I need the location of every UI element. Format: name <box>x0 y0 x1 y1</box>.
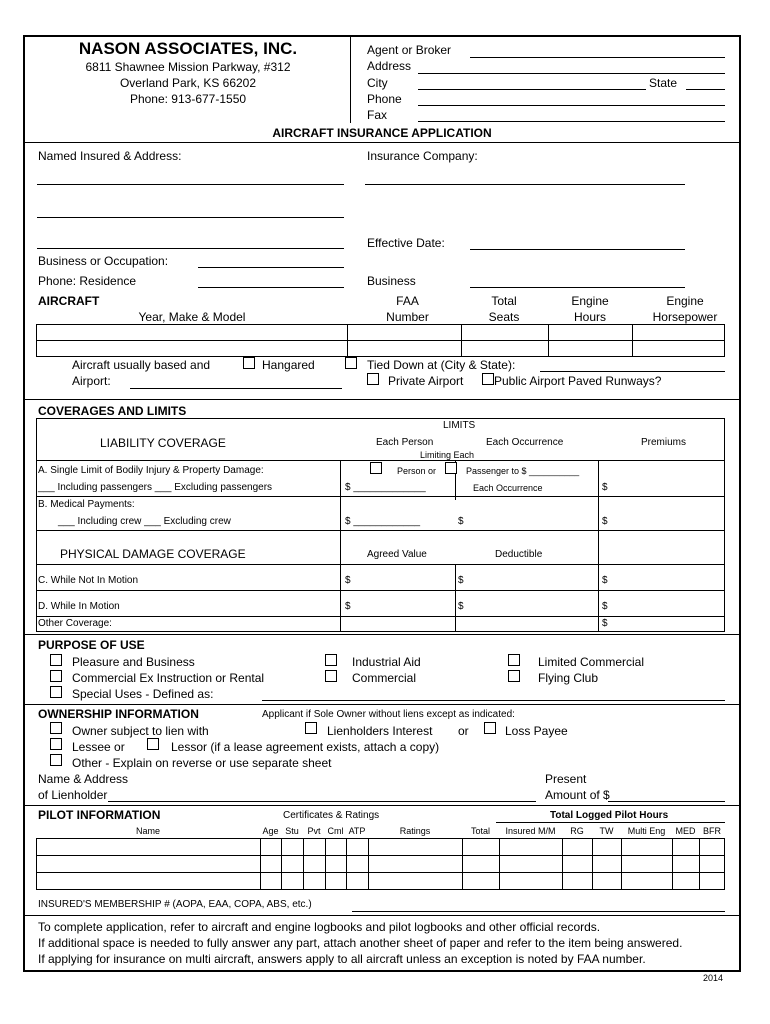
passenger-to-label: Passenger to $ __________ <box>466 466 580 476</box>
private-airport-label: Private Airport <box>388 374 464 388</box>
coverages-title: COVERAGES AND LIMITS <box>38 404 187 418</box>
owner-lien-checkbox[interactable] <box>50 722 62 734</box>
agent-phone-field[interactable] <box>418 105 725 106</box>
public-airport-checkbox[interactable] <box>482 373 494 385</box>
in-motion-premium[interactable]: $ <box>602 601 608 612</box>
aircraft-col-line <box>548 324 549 357</box>
named-insured-field-3[interactable] <box>37 248 344 249</box>
coverage-col-line <box>598 460 599 632</box>
commercial-label: Commercial <box>352 671 417 685</box>
coverage-row-line <box>36 590 725 591</box>
pilot-col-line <box>462 838 463 890</box>
pilot-col-line <box>303 838 304 890</box>
liability-coverage-header: LIABILITY COVERAGE <box>100 436 226 450</box>
agent-fax-field[interactable] <box>418 121 725 122</box>
pilot-col-line <box>260 838 261 890</box>
applicant-note: Applicant if Sole Owner without liens except as indicated: <box>262 709 515 720</box>
section-rule <box>23 805 741 806</box>
lessor-label: Lessor (if a lease agreement exists, attach a copy) <box>171 740 440 754</box>
tied-down-field[interactable] <box>540 371 725 372</box>
based-label-line2: Airport: <box>72 374 111 388</box>
section-rule <box>23 634 741 635</box>
named-insured-field-1[interactable] <box>37 184 344 185</box>
coverage-col-line <box>455 564 456 632</box>
col-hours-line2: Hours <box>573 310 606 324</box>
agent-broker-label: Agent or Broker <box>367 43 452 57</box>
lessor-checkbox[interactable] <box>147 738 159 750</box>
deductible-header: Deductible <box>495 549 543 560</box>
aircraft-col-line <box>461 324 462 357</box>
lienholder-field[interactable] <box>108 801 536 802</box>
total-logged-header: Total Logged Pilot Hours <box>550 810 669 821</box>
pilot-col-cml: Cml <box>327 826 344 836</box>
company-name: NASON ASSOCIATES, INC. <box>78 39 298 58</box>
pilot-col-total: Total <box>470 826 490 836</box>
footer-line-2: If additional space is needed to fully answer any part, attach another sheet of paper and refer to the item being answered. <box>38 936 683 950</box>
agent-city-field[interactable] <box>418 89 646 90</box>
col-year-make-model: Year, Make & Model <box>138 310 246 324</box>
single-limit-label: A. Single Limit of Bodily Injury & Property Damage: <box>38 465 264 476</box>
business-phone-field[interactable] <box>470 287 685 288</box>
pilot-col-med: MED <box>675 826 696 836</box>
pilot-col-rg: RG <box>570 826 584 836</box>
tied-down-checkbox[interactable] <box>345 357 357 369</box>
pilot-col-pvt: Pvt <box>307 826 321 836</box>
medical-amount-person[interactable]: $ ____________ <box>345 516 421 527</box>
pilot-col-age: Age <box>262 826 279 836</box>
insurance-company-field[interactable] <box>365 184 685 185</box>
agent-state-field[interactable] <box>686 89 725 90</box>
other-ownership-checkbox[interactable] <box>50 754 62 766</box>
commercial-ex-label: Commercial Ex Instruction or Rental <box>72 671 265 685</box>
coverage-row-line <box>36 530 725 531</box>
business-occupation-field[interactable] <box>198 267 344 268</box>
named-insured-field-2[interactable] <box>37 217 344 218</box>
col-seats-line1: Total <box>491 294 517 308</box>
aircraft-row-2[interactable] <box>38 342 345 355</box>
col-hp-line1: Engine <box>666 294 704 308</box>
pleasure-label: Pleasure and Business <box>72 655 195 669</box>
company-address-line1: 6811 Shawnee Mission Parkway, #312 <box>85 60 291 74</box>
lessee-checkbox[interactable] <box>50 738 62 750</box>
footer-line-3: If applying for insurance on multi aircraft, answers apply to all aircraft unless an exception is noted by FAA number. <box>38 952 646 966</box>
special-uses-label: Special Uses - Defined as: <box>72 687 214 701</box>
business-phone-label: Business <box>367 274 416 288</box>
not-in-motion-deductible[interactable]: $ <box>458 575 464 586</box>
section-rule <box>23 704 741 705</box>
pilot-col-line <box>592 838 593 890</box>
pilot-col-line <box>368 838 369 890</box>
pleasure-checkbox[interactable] <box>50 654 62 666</box>
lienholders-checkbox[interactable] <box>305 722 317 734</box>
col-faa-line2: Number <box>386 310 429 324</box>
pilot-col-line <box>281 838 282 890</box>
not-in-motion-label: C. While Not In Motion <box>38 575 139 586</box>
named-insured-label: Named Insured & Address: <box>38 149 182 163</box>
header-divider <box>350 35 351 123</box>
pilot-col-multi-eng: Multi Eng <box>627 826 666 836</box>
flying-club-checkbox[interactable] <box>508 670 520 682</box>
aircraft-row-1[interactable] <box>38 326 345 339</box>
each-person-header: Each Person <box>376 437 434 448</box>
aircraft-col-line <box>347 324 348 357</box>
in-motion-value[interactable]: $ <box>345 601 351 612</box>
pilot-col-line <box>499 838 500 890</box>
pilot-row-1[interactable] <box>38 840 258 854</box>
pilot-col-atp: ATP <box>348 826 366 836</box>
limited-commercial-checkbox[interactable] <box>508 654 520 666</box>
per-passenger-checkbox[interactable] <box>445 462 457 474</box>
name-address-label: Name & Address <box>38 772 129 786</box>
flying-club-label: Flying Club <box>538 671 599 685</box>
effective-date-label: Effective Date: <box>367 236 445 250</box>
loss-payee-label: Loss Payee <box>505 724 568 738</box>
lessee-label: Lessee or <box>72 740 125 754</box>
hangared-checkbox[interactable] <box>243 357 255 369</box>
industrial-aid-label: Industrial Aid <box>352 655 421 669</box>
agent-address-field[interactable] <box>418 73 725 74</box>
business-occupation-label: Business or Occupation: <box>38 254 169 268</box>
agreed-value-header: Agreed Value <box>367 549 427 560</box>
single-limit-premium[interactable]: $ <box>602 482 608 493</box>
pilot-row-2[interactable] <box>38 857 258 871</box>
company-phone: Phone: 913-677-1550 <box>129 92 247 106</box>
effective-date-field[interactable] <box>470 249 685 250</box>
single-limit-amount[interactable]: $ _____________ <box>345 482 426 493</box>
coverage-row-line <box>36 460 725 461</box>
limits-header: LIMITS <box>443 420 476 431</box>
coverage-row-line <box>36 564 725 565</box>
section-rule <box>23 915 741 916</box>
loss-payee-checkbox[interactable] <box>484 722 496 734</box>
present-label: Present <box>545 772 587 786</box>
col-hp-line2: Horsepower <box>652 310 718 324</box>
based-label-line1: Aircraft usually based and <box>72 358 211 372</box>
per-person-checkbox[interactable] <box>370 462 382 474</box>
limiting-each-label: Limiting Each <box>420 450 475 460</box>
public-airport-label: Public Airport Paved Runways? <box>494 374 662 388</box>
pilot-col-bfr: BFR <box>703 826 721 836</box>
in-motion-deductible[interactable]: $ <box>458 601 464 612</box>
commercial-checkbox[interactable] <box>325 670 337 682</box>
title-rule <box>23 142 741 143</box>
section-rule <box>23 399 741 400</box>
coverage-col-line <box>340 460 341 632</box>
other-coverage-label: Other Coverage: <box>38 618 112 629</box>
including-crew-label: ___ Including crew ___ Excluding crew <box>58 516 231 527</box>
pilot-col-line <box>621 838 622 890</box>
premiums-header: Premiums <box>641 437 687 448</box>
commercial-ex-checkbox[interactable] <box>50 670 62 682</box>
special-uses-field[interactable] <box>262 700 725 701</box>
physical-damage-header: PHYSICAL DAMAGE COVERAGE <box>60 547 246 561</box>
ownership-title: OWNERSHIP INFORMATION <box>38 707 199 721</box>
aircraft-col-line <box>632 324 633 357</box>
fax-label: Fax <box>367 108 388 122</box>
pilot-col-ratings: Ratings <box>399 826 431 836</box>
person-or-label: Person or <box>397 466 437 476</box>
membership-label: INSURED'S MEMBERSHIP # (AOPA, EAA, COPA, ABS, etc.) <box>38 899 312 910</box>
not-in-motion-premium[interactable]: $ <box>602 575 608 586</box>
aircraft-row-divider <box>36 340 725 341</box>
owner-lien-label: Owner subject to lien with <box>72 724 209 738</box>
including-passengers-label: ___ Including passengers ___ Excluding passengers <box>38 482 273 493</box>
pilot-col-line <box>325 838 326 890</box>
total-logged-rule <box>496 822 725 823</box>
pilot-col-name: Name <box>135 826 160 836</box>
col-faa-line1: FAA <box>396 294 419 308</box>
each-occurrence-header: Each Occurrence <box>486 437 564 448</box>
purpose-title: PURPOSE OF USE <box>38 638 145 652</box>
phone-residence-label: Phone: Residence <box>38 274 137 288</box>
pilot-col-stu: Stu <box>285 826 299 836</box>
city-label: City <box>367 76 388 90</box>
state-label: State <box>649 76 678 90</box>
lienholders-label: Lienholders Interest <box>327 724 433 738</box>
pilot-title: PILOT INFORMATION <box>38 808 161 822</box>
pilot-col-line <box>699 838 700 890</box>
private-airport-checkbox[interactable] <box>367 373 379 385</box>
each-occurrence-small: Each Occurrence <box>473 483 543 493</box>
medical-premium[interactable]: $ <box>602 516 608 527</box>
other-coverage-premium[interactable]: $ <box>602 618 608 629</box>
footer-line-1: To complete application, refer to aircraft and engine logbooks and pilot logbooks and other official records. <box>38 920 601 934</box>
aircraft-section-title: AIRCRAFT <box>38 294 100 308</box>
address-label: Address <box>367 59 412 73</box>
col-hours-line1: Engine <box>571 294 609 308</box>
medical-amount-occurrence[interactable]: $ <box>458 516 464 527</box>
certificates-header: Certificates & Ratings <box>283 810 380 821</box>
pilot-col-insured-mm: Insured M/M <box>505 826 556 836</box>
coverage-row-line <box>36 616 725 617</box>
of-lienholder-label: of Lienholder <box>38 788 108 802</box>
pilot-row-3[interactable] <box>38 874 258 888</box>
pilot-col-tw: TW <box>599 826 614 836</box>
coverage-row-line <box>36 496 725 497</box>
tied-down-label: Tied Down at (City & State): <box>367 358 516 372</box>
phone-label: Phone <box>367 92 402 106</box>
airport-field[interactable] <box>130 388 342 389</box>
or-label: or <box>458 724 469 738</box>
in-motion-label: D. While In Motion <box>38 601 120 612</box>
col-seats-line2: Seats <box>488 310 520 324</box>
other-ownership-label: Other - Explain on reverse or use separate sheet <box>72 756 332 770</box>
pilot-col-line <box>562 838 563 890</box>
pilot-col-line <box>346 838 347 890</box>
industrial-aid-checkbox[interactable] <box>325 654 337 666</box>
form-title: AIRCRAFT INSURANCE APPLICATION <box>272 126 492 140</box>
company-address-line2: Overland Park, KS 66202 <box>119 76 257 90</box>
limited-commercial-label: Limited Commercial <box>538 655 645 669</box>
phone-residence-field[interactable] <box>198 287 344 288</box>
amount-field[interactable] <box>608 801 725 802</box>
special-uses-checkbox[interactable] <box>50 686 62 698</box>
form-year: 2014 <box>703 973 724 983</box>
pilot-col-line <box>672 838 673 890</box>
membership-field[interactable] <box>352 911 725 912</box>
hangared-label: Hangared <box>262 358 315 372</box>
amount-of-label: Amount of $ <box>545 788 610 802</box>
insurance-company-label: Insurance Company: <box>367 149 478 163</box>
not-in-motion-value[interactable]: $ <box>345 575 351 586</box>
medical-payments-label: B. Medical Payments: <box>38 499 135 510</box>
agent-broker-field[interactable] <box>470 57 725 58</box>
